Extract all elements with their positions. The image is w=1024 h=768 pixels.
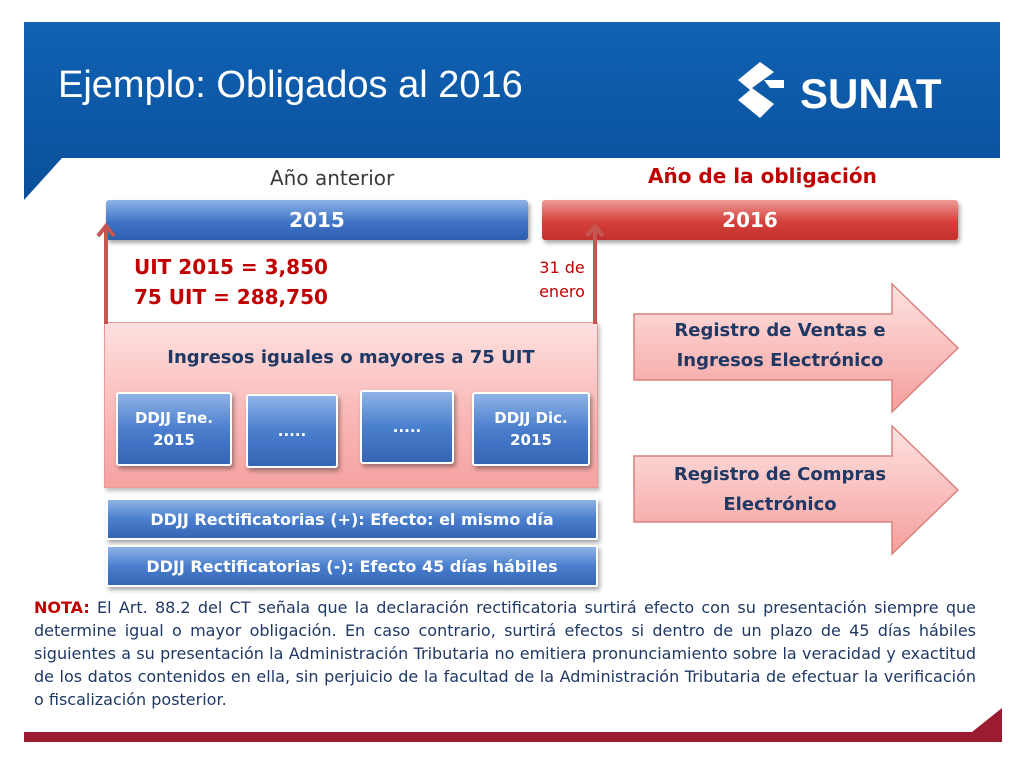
income-panel-title: Ingresos iguales o mayores a 75 UIT xyxy=(167,347,535,368)
footer-band xyxy=(0,708,1024,768)
ddjj-box-dec-line2: 2015 xyxy=(510,431,552,449)
year-2015-bar: 2015 xyxy=(106,200,528,240)
sunat-logo-icon xyxy=(730,58,792,122)
deadline-note-line2: enero xyxy=(539,282,585,301)
rectificatorias-positive-bar: DDJJ Rectificatorias (+): Efecto: el mismo día xyxy=(106,498,598,540)
uit-values xyxy=(134,252,328,312)
year-2016-bar: 2016 xyxy=(542,200,958,240)
ddjj-box-dec-line1: DDJJ Dic. xyxy=(494,409,568,427)
registro-compras-line2: Electrónico xyxy=(723,494,837,515)
ddjj-box-ellipsis-1 xyxy=(246,394,338,468)
uit-2015-value: UIT 2015 = 3,850 xyxy=(134,255,328,279)
ddjj-box-jan xyxy=(116,392,232,466)
note-paragraph xyxy=(34,596,976,711)
registro-ventas-label xyxy=(640,316,920,376)
previous-year-label: Año anterior xyxy=(270,166,395,190)
uit-75-value: 75 UIT = 288,750 xyxy=(134,285,328,309)
ddjj-box-dec xyxy=(472,392,590,466)
registro-compras-line1: Registro de Compras xyxy=(673,464,887,485)
sunat-logo: SUNAT xyxy=(800,70,942,117)
deadline-note-line1: 31 de xyxy=(539,258,585,277)
ddjj-box-jan-line1: DDJJ Ene. xyxy=(134,409,214,427)
ddjj-box-ellipsis-2 xyxy=(360,390,454,464)
deadline-note xyxy=(530,256,594,304)
registro-ventas-line1: Registro de Ventas e xyxy=(674,320,886,341)
registro-ventas-line2: Ingresos Electrónico xyxy=(676,350,884,371)
registro-compras-label xyxy=(640,460,920,520)
ddjj-box-ellipsis-1-text: ..... xyxy=(277,422,307,440)
ddjj-box-ellipsis-2-text: ..... xyxy=(392,418,422,436)
note-text: El Art. 88.2 del CT señala que la declaración rectificatoria surtirá efecto con su presentación siempre que determine igual o mayor obligación. En caso contrario, surtirá efectos si dentro de un plazo de 45 días hábiles siguientes a su presentación la Administración Tributaria no emitiera pronunciamiento sobre la veracidad y exactitud de los datos contenidos en ella, sin perjuicio de la facultad de la Administración Tributaria de efectuar la verificación o fiscalización posterior. xyxy=(34,598,976,709)
page-title: Ejemplo: Obligados al 2016 xyxy=(58,64,523,106)
ddjj-box-jan-line2: 2015 xyxy=(153,431,195,449)
note-label: NOTA: xyxy=(34,598,90,617)
obligation-year-label: Año de la obligación xyxy=(648,164,877,188)
arrow-up-left-icon xyxy=(96,222,116,326)
rectificatorias-negative-bar: DDJJ Rectificatorias (-): Efecto 45 días hábiles xyxy=(106,545,598,587)
